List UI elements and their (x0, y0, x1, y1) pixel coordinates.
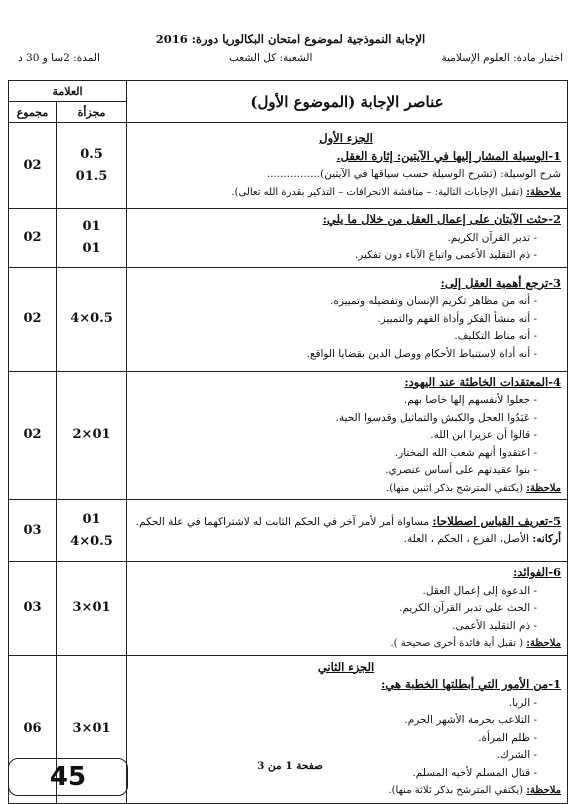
page-number: صفحة 1 من 3 (257, 760, 323, 772)
bullet-item: - الربا. (131, 695, 561, 713)
partial-mark: 01 (82, 240, 101, 256)
partial-mark: 01.5 (75, 168, 108, 184)
bullet-item: - ظلم المرأة. (131, 730, 561, 748)
bullet-item: - أنه منشأ الفكر وأداة الفهم والتمييز. (131, 311, 561, 329)
elements-header: عناصر الإجابة (الموضوع الأول) (127, 81, 568, 123)
answer-row (9, 267, 568, 371)
question-title: 4-المعتقدات الخاطئة عند اليهود: (404, 374, 562, 389)
bullet-item: - ذم التقليد الأعمى واتباع الآباء دون تفكير. (131, 247, 561, 265)
bullet-item: - قتال المسلم لأخيه المسلم. (131, 765, 561, 783)
total-mark: 02 (23, 157, 42, 173)
total-mark-cell (9, 267, 57, 371)
total-mark-cell (9, 371, 57, 500)
note-text: (يكتفي المترشح بذكر اثنين منها). (386, 482, 524, 494)
answer-content (127, 562, 568, 656)
bullet-item: - أنه مناط التكليف. (131, 328, 561, 346)
total-mark: 03 (23, 522, 42, 538)
question-text: مساواة أمر لأمر آخر في الحكم الثابت له لاشتراكهما في علة الحكم. (135, 515, 433, 528)
answer-row (9, 123, 568, 209)
exam-info-line (18, 52, 563, 64)
note-text: (تقبل الإجابات التالية: – مناقشة الانحرافات – التذكير بقدرة الله تعالى). (231, 186, 524, 198)
bullet-item: - قالوا أن عزيرا ابن الله. (131, 427, 561, 445)
partial-mark: 3×01 (72, 600, 111, 616)
total-mark-cell (9, 500, 57, 562)
partial-mark: 0.5 (80, 146, 103, 162)
partial-mark-cell (57, 267, 127, 371)
total-mark: 02 (23, 229, 42, 245)
question-title: 1-الوسيلة المشار إليها في الآيتين: إثارة العقل. (336, 148, 562, 163)
question-title: 6-الفوائد: (513, 565, 562, 579)
mark-header: العلامة (9, 81, 127, 102)
partial-mark: 4×0.5 (70, 311, 113, 326)
answer-content (127, 209, 568, 268)
question-line (131, 211, 561, 230)
answer-row (9, 562, 568, 656)
total-header: مجموع (9, 102, 57, 123)
exam-title: الإجابة النموذجية لموضوع امتحان البكالوريا دورة: 2016 (155, 32, 426, 46)
total-mark: 06 (23, 721, 42, 736)
partial-mark-cell (57, 209, 127, 268)
bullet-item: - الشرك. (131, 747, 561, 765)
answer-content (127, 500, 568, 562)
duration-label: المدة: 2سا و 30 د (18, 52, 100, 64)
answer-content (127, 267, 568, 371)
total-mark-cell (9, 562, 57, 656)
part-title: الجزء الثاني (317, 659, 375, 674)
answer-content (127, 123, 568, 209)
bullet-item: - ذم التقليد الأعمى. (131, 618, 561, 636)
question-line (131, 148, 561, 167)
bullet-item: - اعتقدوا أنهم شعب الله المختار. (131, 445, 561, 463)
answer-content (127, 371, 568, 500)
partial-header: مجزأة (57, 102, 127, 123)
answer-content (127, 655, 568, 803)
note-text: (يكتفي المترشح بذكر ثلاثة منها). (388, 785, 524, 796)
bullet-item: - الدعوة إلى إعمال العقل. (131, 583, 561, 601)
note-line (131, 184, 561, 202)
total-mark: 02 (23, 427, 42, 443)
total-mark: 03 (23, 600, 42, 616)
question-title: 5-تعريف القياس اصطلاحا: (432, 513, 562, 528)
partial-mark: 3×01 (72, 721, 111, 736)
bullet-item: - عَبَدُوا العجل والكبش والتماثيل وقدسوا الحية. (131, 410, 561, 428)
question-title: 2-حثت الآيتان على إعمال العقل من خلال ما يلي: (322, 212, 562, 226)
bullet-item: - بنوا عقيدتهم على أساس عنصري. (131, 462, 561, 480)
answer-row (9, 500, 568, 562)
answer-line (131, 531, 561, 549)
total-mark-cell (9, 209, 57, 268)
partial-mark: 2×01 (72, 427, 111, 443)
partial-mark: 01 (82, 218, 101, 234)
partial-mark: 01 (82, 511, 101, 527)
bullet-item: - التلاعب بحرمة الأشهر الحرم. (131, 712, 561, 730)
part-title: الجزء الأول (319, 131, 373, 145)
note-text: ( تقبل أية فائدة أخرى صحيحة ). (390, 638, 524, 649)
partial-mark-cell (57, 562, 127, 656)
note-line (131, 635, 561, 653)
question-line (131, 513, 561, 532)
answer-row (9, 371, 568, 500)
bullet-item: - تدبر القرآن الكريم. (131, 230, 561, 248)
answer-row (9, 209, 568, 268)
bullet-item: - أنه من مظاهر تكريم الإنسان وتفضيله وتمييزه. (131, 293, 561, 311)
question-line (131, 564, 561, 583)
total-mark-cell (9, 123, 57, 209)
branch-label: الشعبة: كل الشعب (229, 52, 313, 64)
note-line (131, 782, 561, 800)
note-label: ملاحظة: (526, 785, 562, 796)
note-line (131, 480, 561, 498)
partial-mark-cell (57, 371, 127, 500)
pillars-label: أركانه: (532, 533, 562, 545)
score-box: 45 (8, 758, 128, 796)
note-label: ملاحظة: (526, 186, 562, 198)
note-label: ملاحظة: (526, 638, 562, 649)
question-line (131, 275, 561, 294)
pillars-text: الأصل، الفرع ، الحكم ، العلة. (403, 533, 533, 545)
subject-label: اختبار مادة: العلوم الإسلامية (441, 52, 563, 64)
partial-mark-cell (57, 123, 127, 209)
bullet-item: - الحث على تدبر القرآن الكريم. (131, 600, 561, 618)
answer-table (8, 80, 568, 804)
question-line (131, 374, 561, 393)
note-label: ملاحظة: (526, 482, 562, 494)
partial-mark-cell (57, 500, 127, 562)
question-title: 3-ترجع أهمية العقل إلى: (440, 275, 562, 290)
bullet-item: - جعلوا لأنفسهم إلها خاصا بهم. (131, 392, 561, 410)
answer-line: شرح الوسيلة: (تشرح الوسيلة حسب سياقها في الآيتين)................ (266, 168, 562, 180)
bullet-item: - أنه أداة لاستنباط الأحكام ووصل الدين بقضايا الواقع. (131, 346, 561, 364)
question-title: 1-من الأمور التي أبطلتها الخطبة هي: (381, 677, 562, 691)
total-mark: 02 (23, 311, 42, 326)
partial-mark: 4×0.5 (70, 533, 113, 549)
question-line (131, 676, 561, 695)
